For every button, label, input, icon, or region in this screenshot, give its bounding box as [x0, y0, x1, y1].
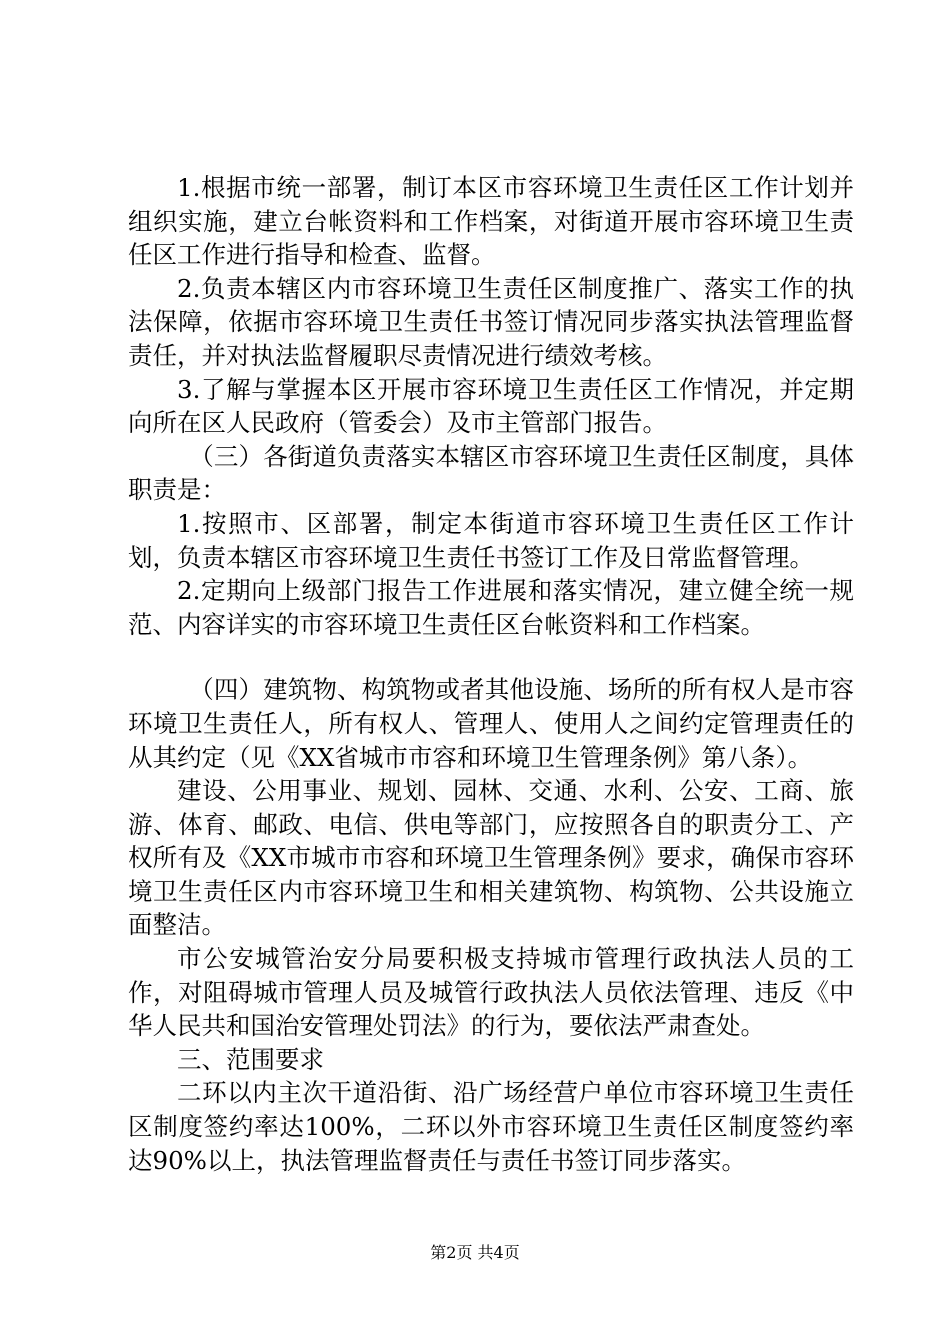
paragraph-departments: 建设、公用事业、规划、园林、交通、水利、公安、工商、旅游、体育、邮政、电信、供电等部门，应按照各自的职责分工、产权所有及《XX市城市市容和环境卫生管理条例》要求，确保市容环境卫生责任区内市容环境卫生和相关建筑物、构筑物、公共设施立面整洁。 — [128, 776, 854, 940]
paragraph-item-5: 2.定期向上级部门报告工作进展和落实情况，建立健全统一规范、内容详实的市容环境卫生责任区台帐资料和工作档案。 — [128, 576, 854, 639]
section-heading-3: （三）各街道负责落实本辖区市容环境卫生责任区制度，具体职责是： — [128, 441, 854, 505]
paragraph-police: 市公安城管治安分局要积极支持城市管理行政执法人员的工作，对阻碍城市管理人员及城管行政执法人员依法管理、违反《中华人民共和国治安管理处罚法》的行为，要依法严肃查处。 — [128, 944, 854, 1041]
section-heading-4: （四）建筑物、构筑物或者其他设施、场所的所有权人是市容环境卫生责任人，所有权人、管理人、使用人之间约定管理责任的从其约定（见《XX省城市市容和环境卫生管理条例》第八条）。 — [128, 675, 854, 772]
page-number-footer: 第2页 共4页 — [430, 1243, 520, 1262]
paragraph-scope: 二环以内主次干道沿街、沿广场经营户单位市容环境卫生责任区制度签约率达100%，二环以外市容环境卫生责任区制度签约率达90%以上，执法管理监督责任与责任书签订同步落实。 — [128, 1078, 854, 1175]
document-body — [128, 171, 854, 1177]
paragraph-item-2: 2.负责本辖区内市容环境卫生责任区制度推广、落实工作的执法保障，依据市容环境卫生责任书签订情况同步落实执法管理监督责任，并对执法监督履职尽责情况进行绩效考核。 — [128, 273, 854, 370]
paragraph-item-4: 1.按照市、区部署，制定本街道市容环境卫生责任区工作计划，负责本辖区市容环境卫生责任书签订工作及日常监督管理。 — [128, 508, 854, 572]
paragraph-item-3: 3.了解与掌握本区开展市容环境卫生责任区工作情况，并定期向所在区人民政府（管委会）及市主管部门报告。 — [128, 374, 854, 438]
paragraph-item-1: 1.根据市统一部署，制订本区市容环境卫生责任区工作计划并组织实施，建立台帐资料和工作档案，对街道开展市容环境卫生责任区工作进行指导和检查、监督。 — [128, 173, 854, 270]
section-heading-scope: 三、范围要求 — [177, 1044, 324, 1074]
